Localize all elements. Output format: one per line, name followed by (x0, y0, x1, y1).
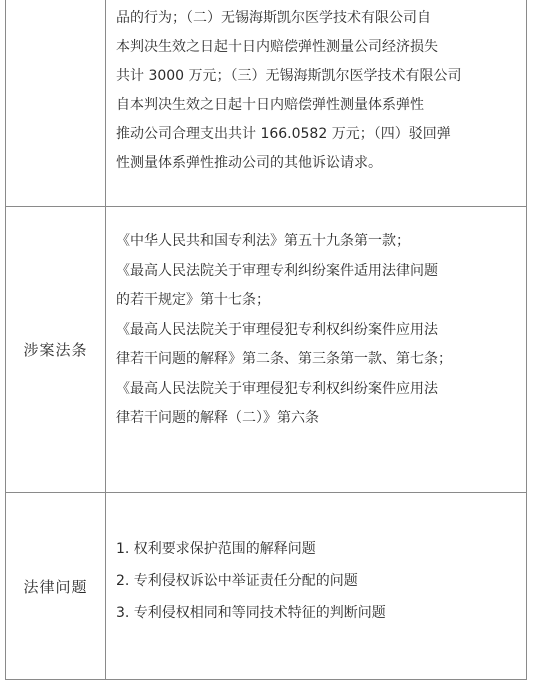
text-line: 律若干问题的解释》第二条、第三条第一款、第七条； (116, 351, 452, 367)
statutes-row (6, 207, 526, 493)
judgment-content (106, 0, 526, 206)
text-line: 品的行为；（二）无锡海斯凯尔医学技术有限公司自 (116, 10, 431, 26)
text-line: 《最高人民法院关于审理侵犯专利权纠纷案件应用法 (116, 321, 438, 338)
text-line: 自本判决生效之日起十日内赔偿弹性测量体系弹性 (116, 97, 424, 113)
legal-issues-label: 法律问题 (23, 578, 88, 596)
text-line: 本判决生效之日起十日内赔偿弹性测量公司经济损失 (116, 39, 438, 55)
statutes-label: 涉案法条 (23, 341, 88, 359)
judgment-label-cell (6, 0, 106, 206)
statutes-label-cell (6, 207, 106, 492)
text-line: 共计 3000 万元；（三）无锡海斯凯尔医学技术有限公司 (116, 68, 462, 84)
legal-issues-label-cell (6, 493, 106, 680)
text-line: 推动公司合理支出共计 166.0582 万元；（四）驳回弹 (116, 126, 451, 142)
case-info-table (5, 0, 527, 680)
text-line: 《中华人民共和国专利法》第五十九条第一款； (116, 233, 410, 249)
text-line: 律若干问题的解释（二）》第六条 (116, 410, 319, 426)
list-item: 3. 专利侵权相同和等同技术特征的判断问题 (116, 605, 386, 621)
text-line: 性测量体系弹性推动公司的其他诉讼请求。 (116, 155, 382, 171)
text-line: 《最高人民法院关于审理专利纠纷案件适用法律问题 (116, 262, 438, 279)
legal-issues-row (6, 493, 526, 680)
text-line: 的若干规定》第十七条； (116, 292, 270, 308)
judgment-row (6, 0, 526, 207)
list-item: 2. 专利侵权诉讼中举证责任分配的问题 (116, 573, 358, 589)
legal-issues-content (106, 493, 526, 680)
text-line: 《最高人民法院关于审理侵犯专利权纠纷案件应用法 (116, 380, 438, 397)
list-item: 1. 权利要求保护范围的解释问题 (116, 541, 316, 557)
statutes-content (106, 207, 526, 492)
